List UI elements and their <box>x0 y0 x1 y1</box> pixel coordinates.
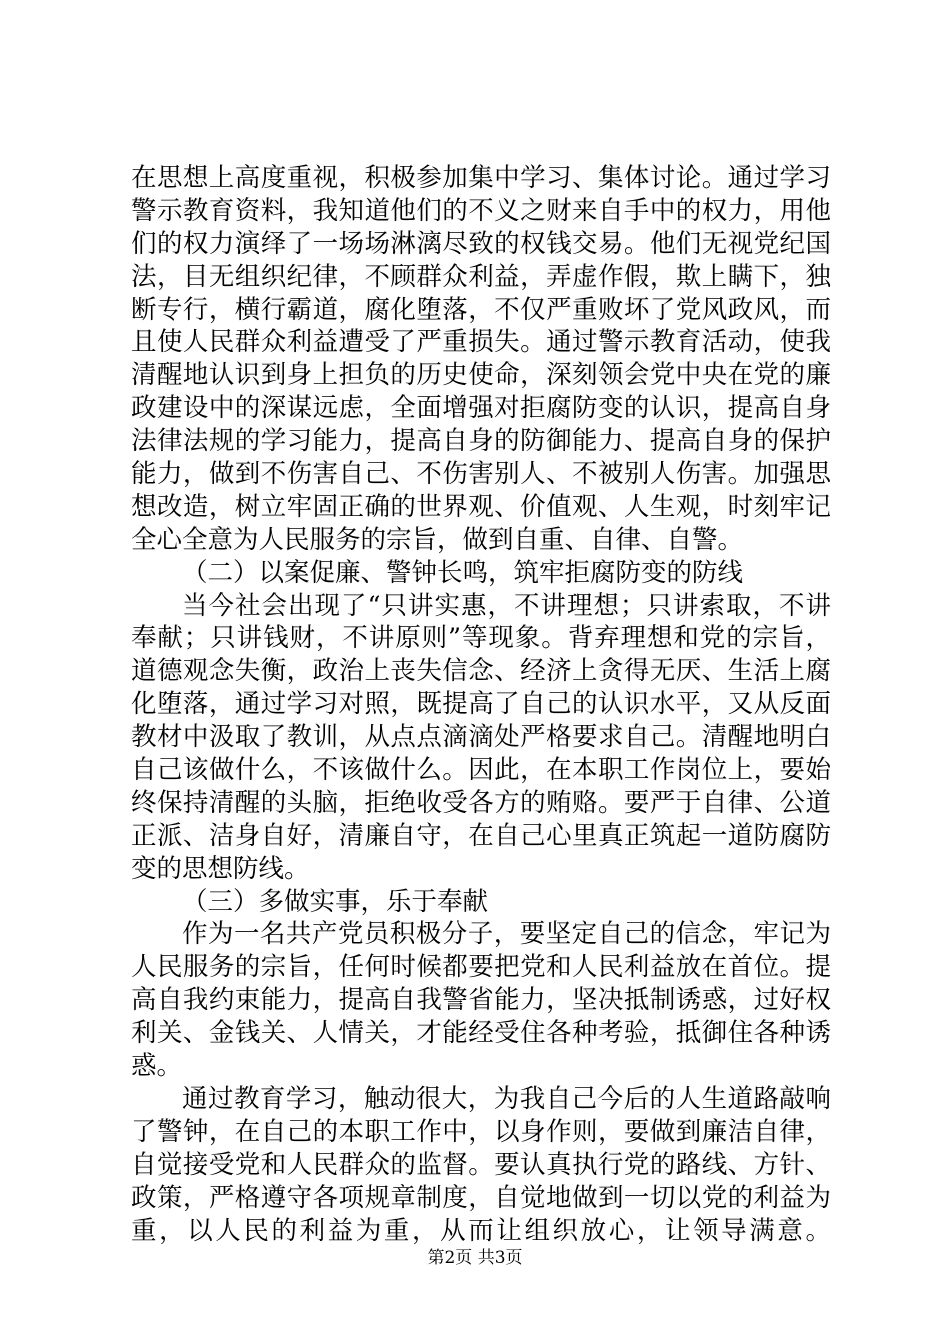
section-heading: （二）以案促廉、警钟长鸣，筑牢拒腐防变的防线 <box>182 557 744 588</box>
text-line: 当今社会出现了“只讲实惠，不讲理想；只讲索取，不讲 <box>182 590 831 621</box>
text-line: 重，以人民的利益为重，从而让组织放心，让领导满意。 <box>131 1215 831 1246</box>
text-line: 作为一名共产党员积极分子，要坚定自己的信念，牢记为 <box>182 919 831 950</box>
text-line: 法律法规的学习能力，提高自身的防御能力、提高自身的保护 <box>131 426 831 457</box>
text-line: 终保持清醒的头脑，拒绝收受各方的贿赂。要严于自律、公道 <box>131 787 831 818</box>
text-line: 警示教育资料，我知道他们的不义之财来自手中的权力，用他 <box>131 195 831 226</box>
text-line: 利关、金钱关、人情关，才能经受住各种考验，抵御住各种诱 <box>131 1018 831 1049</box>
text-line: 化堕落，通过学习对照，既提高了自己的认识水平，又从反面 <box>131 689 831 720</box>
text-line: 想改造，树立牢固正确的世界观、价值观、人生观，时刻牢记 <box>131 491 831 522</box>
text-line: 自己该做什么，不该做什么。因此，在本职工作岗位上，要始 <box>131 755 831 786</box>
text-line: 政建设中的深谋远虑，全面增强对拒腐防变的认识，提高自身 <box>131 393 831 424</box>
text-line: 清醒地认识到身上担负的历史使命，深刻领会党中央在党的廉 <box>131 360 831 391</box>
text-line: 全心全意为人民服务的宗旨，做到自重、自律、自警。 <box>131 524 744 555</box>
text-line: 变的思想防线。 <box>131 853 310 884</box>
text-line: 道德观念失衡，政治上丧失信念、经济上贪得无厌、生活上腐 <box>131 656 831 687</box>
text-line: 法，目无组织纪律，不顾群众利益，弄虚作假，欺上瞒下，独 <box>131 261 831 292</box>
document-body <box>131 162 831 1247</box>
text-line: 奉献；只讲钱财，不讲原则”等现象。背弃理想和党的宗旨， <box>131 623 831 654</box>
text-line: 且使人民群众利益遭受了严重损失。通过警示教育活动，使我 <box>131 327 831 358</box>
text-line: 高自我约束能力，提高自我警省能力，坚决抵制诱惑，过好权 <box>131 985 831 1016</box>
text-line: 了警钟，在自己的本职工作中，以身作则，要做到廉洁自律， <box>131 1116 831 1147</box>
text-line: 们的权力演绎了一场场淋漓尽致的权钱交易。他们无视党纪国 <box>131 228 831 259</box>
page-number-footer: 第2页 共3页 <box>427 1248 523 1268</box>
text-line: 教材中汲取了教训，从点点滴滴处严格要求自己。清醒地明白 <box>131 722 831 753</box>
text-line: 惑。 <box>131 1051 183 1082</box>
section-heading: （三）多做实事，乐于奉献 <box>182 886 489 917</box>
text-line: 能力，做到不伤害自己、不伤害别人、不被别人伤害。加强思 <box>131 459 831 490</box>
text-line: 人民服务的宗旨，任何时候都要把党和人民利益放在首位。提 <box>131 952 831 983</box>
text-line: 通过教育学习，触动很大，为我自己今后的人生道路敲响 <box>182 1083 831 1114</box>
text-line: 政策，严格遵守各项规章制度，自觉地做到一切以党的利益为 <box>131 1182 831 1213</box>
text-line: 正派、洁身自好，清廉自守，在自己心里真正筑起一道防腐防 <box>131 820 831 851</box>
text-line: 断专行，横行霸道，腐化堕落，不仅严重败坏了党风政风，而 <box>131 294 831 325</box>
text-line: 在思想上高度重视，积极参加集中学习、集体讨论。通过学习 <box>131 163 831 193</box>
text-line: 自觉接受党和人民群众的监督。要认真执行党的路线、方针、 <box>131 1149 831 1180</box>
